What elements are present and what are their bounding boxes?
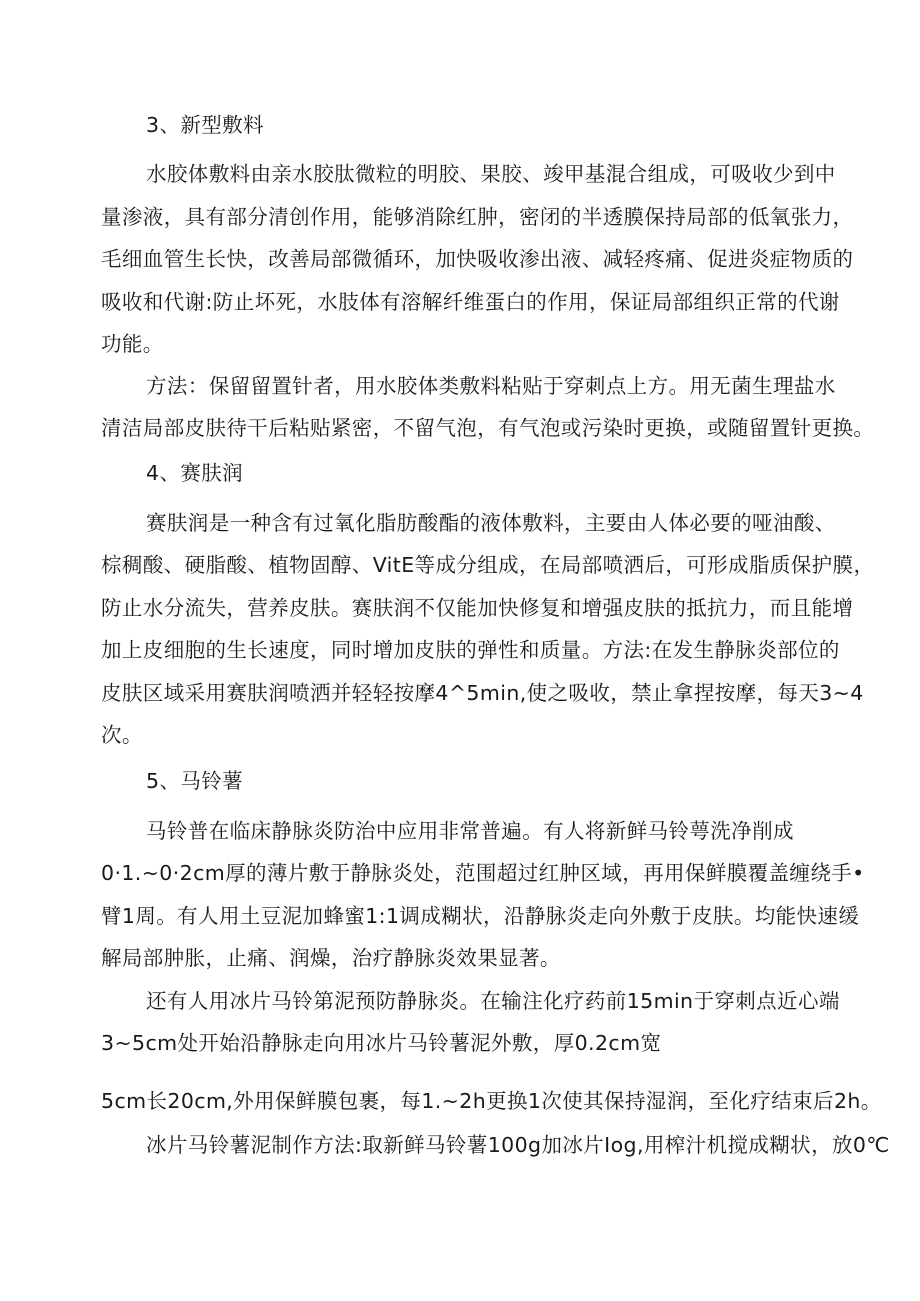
paragraph-line: 水胶体敷料由亲水胶肽微粒的明胶、果胶、竣甲基混合组成，可吸收少到中 (146, 162, 836, 186)
paragraph-line: 清洁局部皮肤待干后粘贴紧密，不留气泡，有气泡或污染时更换，或随留置针更换。 (101, 416, 875, 440)
paragraph-line: 3~5cm处开始沿静脉走向用冰片马铃薯泥外敷，厚0.2cm宽 (101, 1031, 662, 1055)
paragraph-line: 次。 (101, 723, 143, 747)
paragraph-line: 臂1周。有人用土豆泥加蜂蜜1:1调成糊状，沿静脉炎走向外敷于皮肤。均能快速缓 (101, 904, 860, 928)
paragraph-line: 方法：保留留置针者，用水胶体类敷料粘贴于穿刺点上方。用无菌生理盐水 (146, 374, 836, 398)
paragraph-line: 功能。 (101, 332, 164, 356)
paragraph-line: 毛细血管生长快，改善局部微循环，加快吸收渗出液、减轻疼痛、促进炎症物质的 (101, 247, 854, 271)
section-heading-3: 3、新型敷料 (146, 113, 264, 137)
paragraph-line: 吸收和代谢:防止坏死，水肢体有溶解纤维蛋白的作用，保证局部组织正常的代谢 (101, 290, 840, 314)
paragraph-line: 加上皮细胞的生长速度，同时增加皮肤的弹性和质量。方法:在发生静脉炎部位的 (101, 638, 840, 662)
section-heading-5: 5、马铃薯 (146, 769, 244, 793)
paragraph-line: 解局部肿胀，止痛、润燥，治疗静脉炎效果显著。 (101, 946, 561, 970)
paragraph-line: 皮肤区域采用赛肤润喷洒并轻轻按摩4^5min,使之吸收，禁止拿捏按摩，每天3~4 (101, 681, 864, 705)
paragraph-line: 还有人用冰片马铃第泥预防静脉炎。在输注化疗药前15min于穿刺点近心端 (146, 989, 840, 1013)
paragraph-line: 冰片马铃薯泥制作方法:取新鲜马铃薯100g加冰片Iog,用榨汁机搅成糊状，放0℃ (146, 1133, 890, 1157)
paragraph-line: 马铃普在临床静脉炎防治中应用非常普遍。有人将新鲜马铃萼洗净削成 (146, 819, 794, 843)
paragraph-line: 0·1.~0·2cm厚的薄片敷于静脉炎处，范围超过红肿区域，再用保鲜膜覆盖缠绕手• (101, 861, 865, 885)
paragraph-line: 防止水分流失，营养皮肤。赛肤润不仅能加快修复和增强皮肤的抵抗力，而且能增 (101, 596, 854, 620)
paragraph-line: 量渗液，具有部分清创作用，能够消除红肿，密闭的半透膜保持局部的低氧张力， (101, 205, 854, 229)
paragraph-line: 棕稠酸、硬脂酸、植物固醇、VitE等成分组成，在局部喷洒后，可形成脂质保护膜， (101, 553, 875, 577)
section-heading-4: 4、赛肤润 (146, 461, 244, 485)
paragraph-line: 5cm长20cm,外用保鲜膜包裹，每1.~2h更换1次使其保持湿润，至化疗结束后2h。 (101, 1089, 882, 1113)
paragraph-line: 赛肤润是一种含有过氧化脂肪酸酯的液体敷料，主要由人体必要的哑油酸、 (146, 511, 836, 535)
